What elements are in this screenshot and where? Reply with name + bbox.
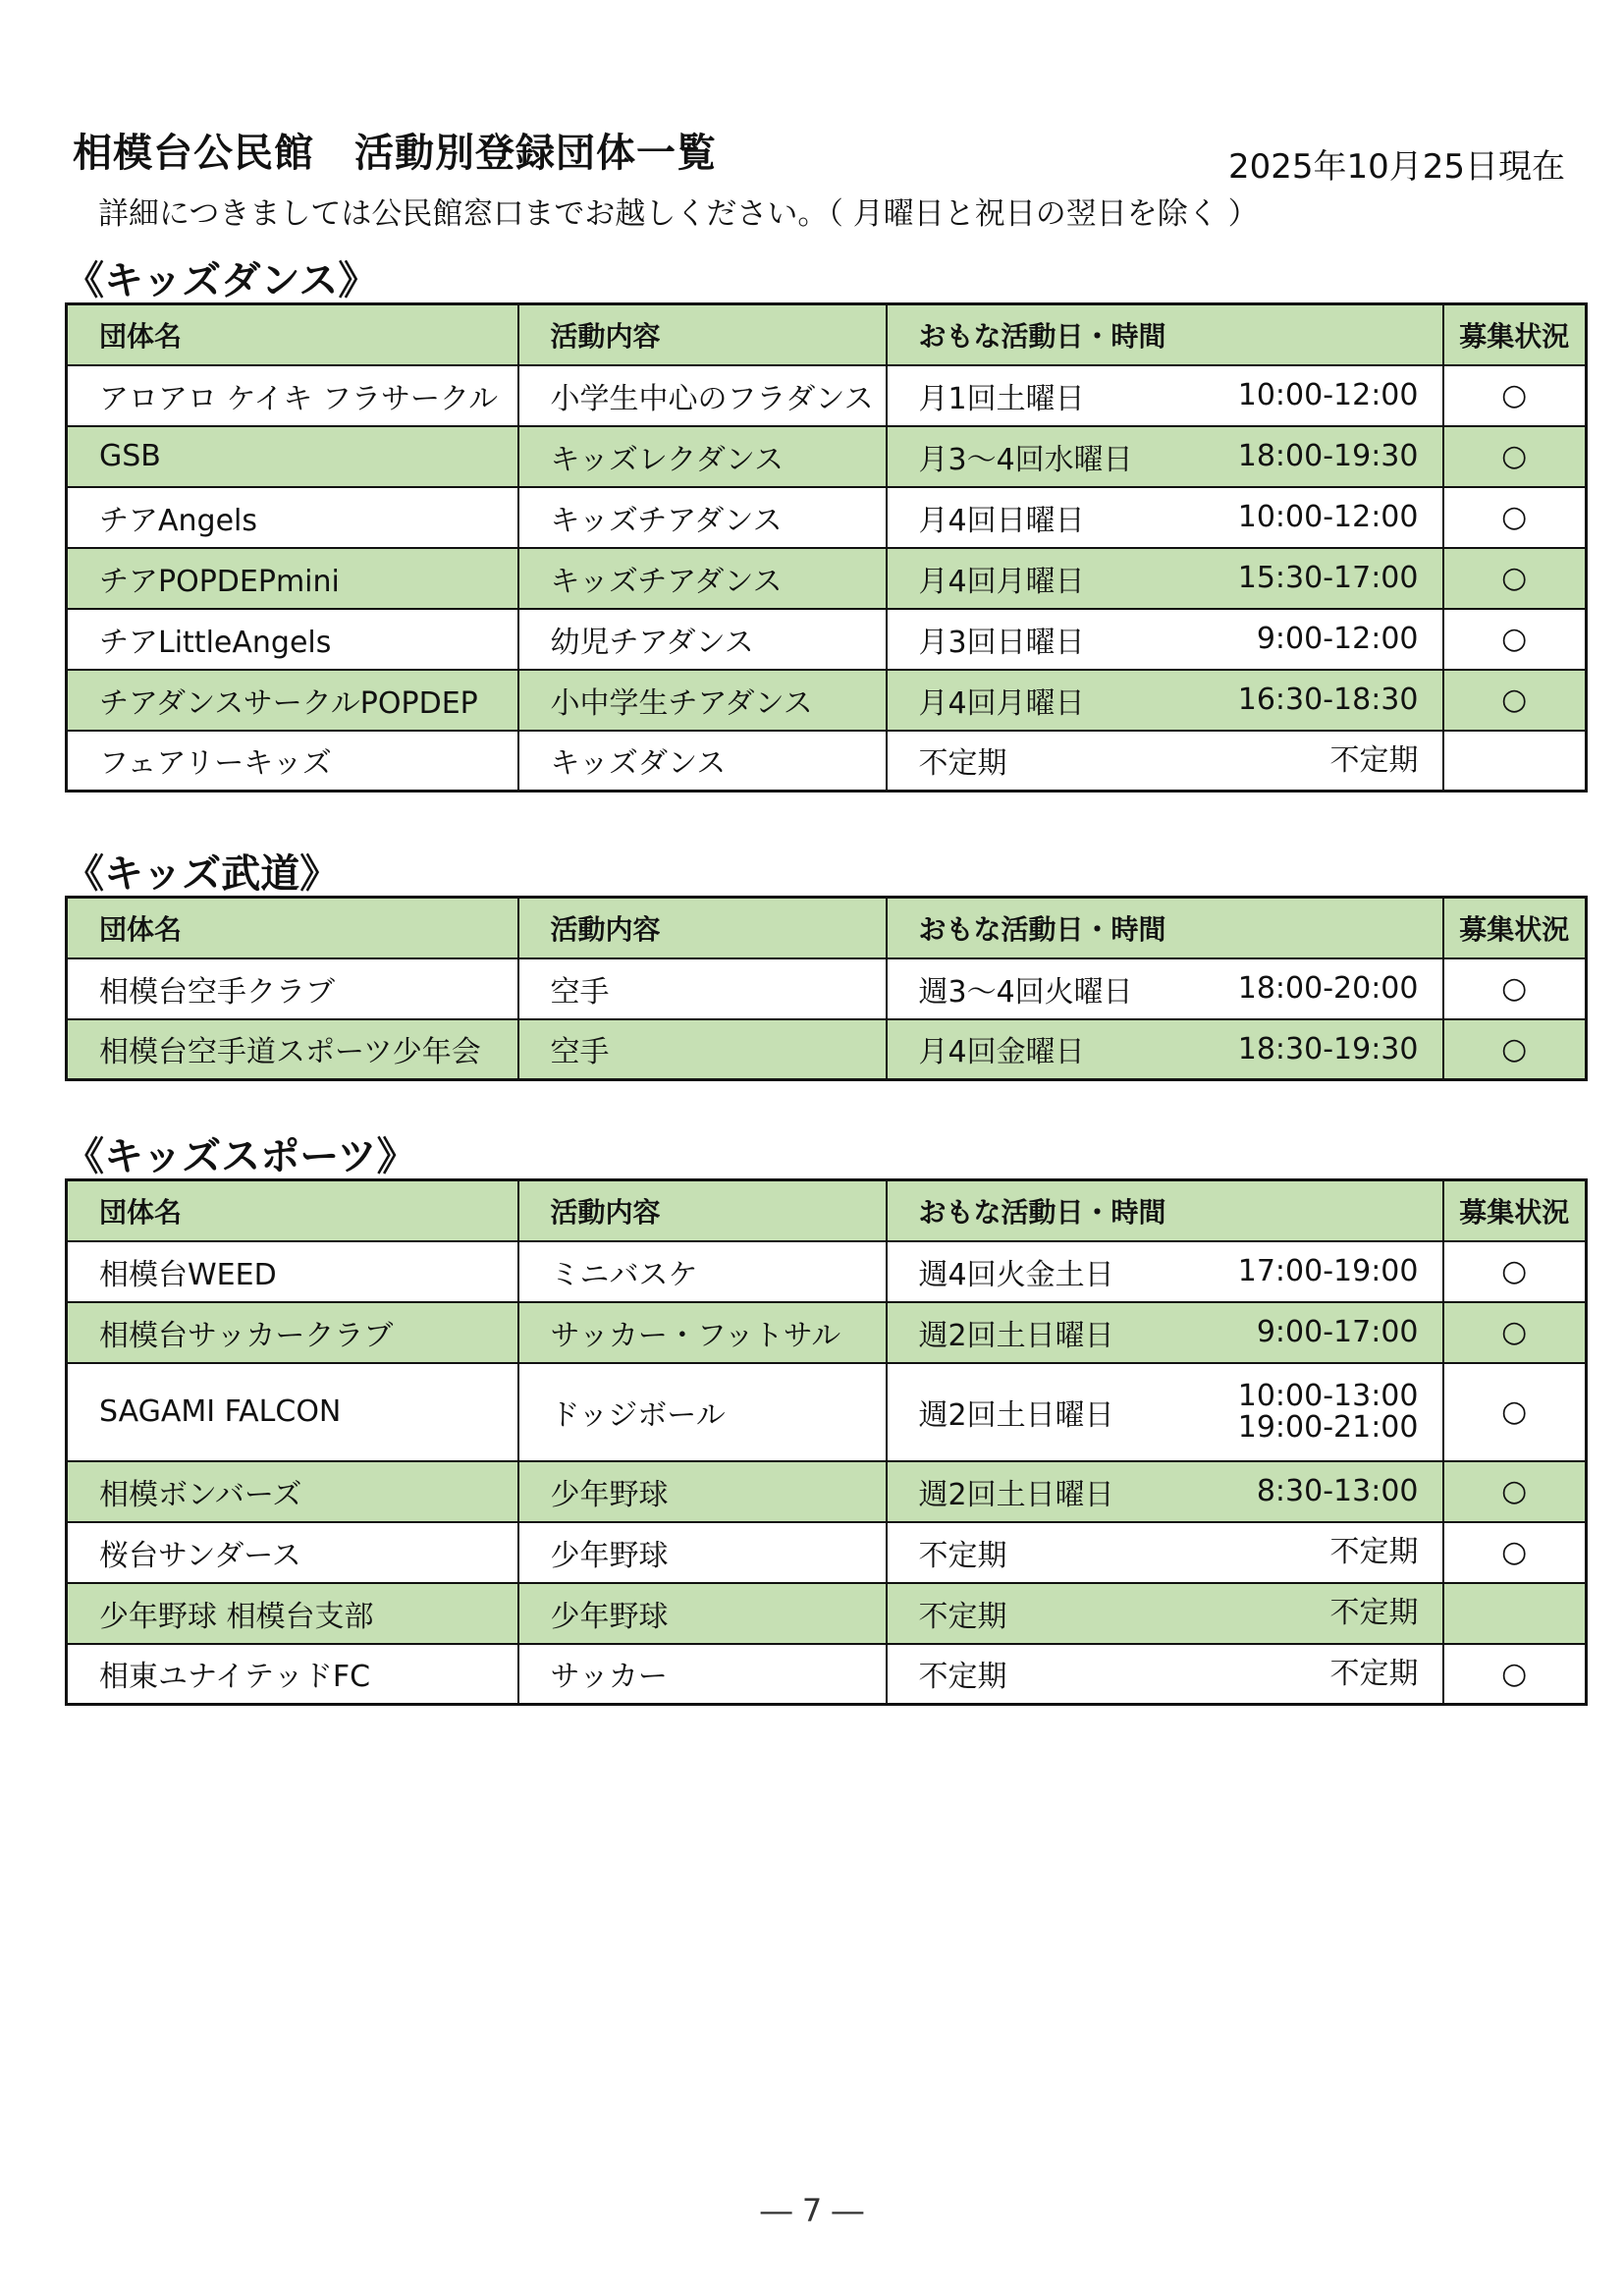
table-row [67,1583,1587,1644]
group-table [65,302,1588,793]
table-row [67,1522,1587,1583]
schedule-cell [887,958,1443,1019]
header-activity: 活動内容 [518,1180,887,1241]
activity: サッカー・フットサル [518,1302,887,1363]
info-note: 詳細につきましては公民館窓口までお越しください。（ 月曜日と祝日の翌日を除く ） [98,196,1259,232]
activity: 空手 [518,958,887,1019]
schedule-cell [887,731,1443,792]
recruit-status: ○ [1443,958,1587,1019]
table-header-row [67,1180,1587,1241]
activity: 小中学生チアダンス [518,670,887,731]
recruit-status: ○ [1443,487,1587,548]
activity: 少年野球 [518,1583,887,1644]
time-line: 9:00-12:00 [1256,621,1419,656]
table-row [67,1461,1587,1522]
group-name: 少年野球 相模台支部 [67,1583,518,1644]
header-schedule: おもな活動日・時間 [887,1180,1443,1241]
group-name: 相模台空手道スポーツ少年会 [67,1019,518,1080]
recruit-status: ○ [1443,1644,1587,1705]
schedule-time [1237,970,1419,1006]
activity: 少年野球 [518,1461,887,1522]
schedule-cell [887,1019,1443,1080]
schedule-time [1256,1314,1419,1349]
table-row [67,609,1587,670]
recruit-status: ○ [1443,426,1587,487]
schedule-day: 週2回土日曜日 [918,1397,1114,1433]
group-name: GSB [67,426,518,487]
header-status: 募集状況 [1443,304,1587,365]
time-line: 不定期 [1329,1595,1419,1630]
schedule-time [1329,1534,1419,1569]
schedule-time [1237,499,1419,534]
schedule-time [1329,1595,1419,1630]
schedule-time [1237,1253,1419,1288]
time-line: 18:30-19:30 [1237,1031,1419,1066]
group-name: アロアロ ケイキ フラサークル [67,365,518,426]
table-row [67,548,1587,609]
time-line: 8:30-13:00 [1256,1473,1419,1508]
table-header-row [67,898,1587,958]
time-line: 不定期 [1329,1534,1419,1569]
schedule-day: 不定期 [918,746,1007,782]
recruit-status: ○ [1443,609,1587,670]
section-title: 《キッズ武道》 [65,851,340,897]
schedule-cell [887,426,1443,487]
group-name: チアAngels [67,487,518,548]
schedule-time [1256,1473,1419,1508]
recruit-status: ○ [1443,1241,1587,1302]
group-name: フェアリーキッズ [67,731,518,792]
activity: キッズチアダンス [518,487,887,548]
section-title: 《キッズスポーツ》 [65,1134,416,1179]
schedule-day: 月4回日曜日 [918,503,1085,538]
activity: ミニバスケ [518,1241,887,1302]
time-line: 9:00-17:00 [1256,1314,1419,1349]
group-name: 相東ユナイテッドFC [67,1644,518,1705]
recruit-status: ○ [1443,1019,1587,1080]
schedule-day: 不定期 [918,1660,1007,1695]
schedule-cell [887,365,1443,426]
schedule-time [1237,560,1419,595]
table-row [67,365,1587,426]
schedule-cell [887,1461,1443,1522]
time-line: 15:30-17:00 [1237,560,1419,595]
schedule-cell [887,1302,1443,1363]
table-row [67,958,1587,1019]
schedule-cell [887,487,1443,548]
schedule-cell [887,1522,1443,1583]
activity: 小学生中心のフラダンス [518,365,887,426]
schedule-day: 月4回月曜日 [918,685,1085,721]
schedule-time [1237,438,1419,473]
table-row [67,1644,1587,1705]
activity: ドッジボール [518,1363,887,1461]
activity: 幼児チアダンス [518,609,887,670]
schedule-day: 不定期 [918,1599,1007,1634]
schedule-day: 週4回火金土日 [918,1257,1114,1292]
header-name: 団体名 [67,304,518,365]
schedule-time [1329,1656,1419,1691]
schedule-day: 月3～4回水曜日 [918,442,1133,477]
schedule-cell [887,670,1443,731]
time-line: 18:00-20:00 [1237,970,1419,1006]
table-row [67,426,1587,487]
activity: キッズダンス [518,731,887,792]
schedule-day: 週2回土日曜日 [918,1318,1114,1353]
schedule-day: 週2回土日曜日 [918,1477,1114,1512]
recruit-status: ○ [1443,670,1587,731]
activity: キッズレクダンス [518,426,887,487]
time-line: 10:00-12:00 [1237,377,1419,412]
header-activity: 活動内容 [518,304,887,365]
page-number: ― 7 ― [760,2192,864,2229]
schedule-time [1238,1381,1419,1443]
header-schedule: おもな活動日・時間 [887,304,1443,365]
schedule-day: 月3回日曜日 [918,625,1085,660]
schedule-day: 月1回土曜日 [918,381,1085,416]
table-row [67,1019,1587,1080]
schedule-cell [887,1363,1443,1461]
group-name: SAGAMI FALCON [67,1363,518,1461]
group-name: 相模ボンバーズ [67,1461,518,1522]
schedule-time [1329,742,1419,778]
time-line: 10:00-13:00 [1237,1379,1419,1413]
group-name: 相模台空手クラブ [67,958,518,1019]
group-name: 相模台サッカークラブ [67,1302,518,1363]
group-table [65,896,1588,1081]
time-line: 16:30-18:30 [1237,682,1419,717]
recruit-status: ○ [1443,548,1587,609]
schedule-time [1237,377,1419,412]
recruit-status: ○ [1443,1302,1587,1363]
time-line: 19:00-21:00 [1237,1409,1419,1445]
schedule-cell [887,548,1443,609]
page-title: 相模台公民館 活動別登録団体一覧 [73,131,717,176]
table-row [67,670,1587,731]
table-row [67,1302,1587,1363]
schedule-day: 月4回金曜日 [918,1035,1085,1070]
schedule-cell [887,609,1443,670]
schedule-day: 月4回月曜日 [918,564,1085,599]
group-name: 相模台WEED [67,1241,518,1302]
table-row [67,487,1587,548]
table-row [67,731,1587,792]
time-line: 不定期 [1329,742,1419,778]
as-of-date: 2025年10月25日現在 [1227,147,1565,187]
group-name: チアLittleAngels [67,609,518,670]
group-table [65,1178,1588,1706]
recruit-status: ○ [1443,1363,1587,1461]
header-status: 募集状況 [1443,1180,1587,1241]
schedule-cell [887,1583,1443,1644]
group-name: チアダンスサークルPOPDEP [67,670,518,731]
recruit-status [1443,1583,1587,1644]
recruit-status [1443,731,1587,792]
activity: 空手 [518,1019,887,1080]
activity: 少年野球 [518,1522,887,1583]
activity: サッカー [518,1644,887,1705]
time-line: 18:00-19:30 [1237,438,1419,473]
header-activity: 活動内容 [518,898,887,958]
header-name: 団体名 [67,898,518,958]
header-schedule: おもな活動日・時間 [887,898,1443,958]
header-name: 団体名 [67,1180,518,1241]
schedule-day: 不定期 [918,1538,1007,1573]
table-row [67,1363,1587,1461]
section-title: 《キッズダンス》 [65,258,378,303]
table-header-row [67,304,1587,365]
recruit-status: ○ [1443,1522,1587,1583]
group-name: チアPOPDEPmini [67,548,518,609]
schedule-day: 週3～4回火曜日 [918,974,1133,1010]
recruit-status: ○ [1443,1461,1587,1522]
schedule-cell [887,1241,1443,1302]
time-line: 不定期 [1329,1656,1419,1691]
header-status: 募集状況 [1443,898,1587,958]
time-line: 10:00-12:00 [1237,499,1419,534]
activity: キッズチアダンス [518,548,887,609]
recruit-status: ○ [1443,365,1587,426]
schedule-time [1238,684,1419,716]
table-row [67,1241,1587,1302]
time-line: 17:00-19:00 [1237,1253,1419,1288]
schedule-time [1237,1031,1419,1066]
group-name: 桜台サンダース [67,1522,518,1583]
schedule-time [1256,621,1419,656]
schedule-cell [887,1644,1443,1705]
